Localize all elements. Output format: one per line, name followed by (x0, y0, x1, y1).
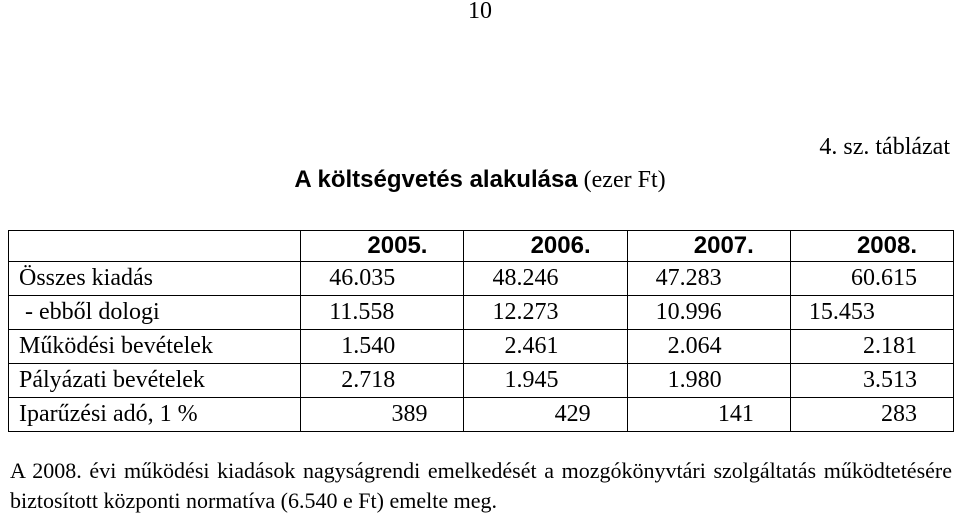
table-cell: 47.283 (627, 262, 790, 296)
table-cell: 283 (790, 398, 953, 432)
table-cell: 1.540 (301, 330, 464, 364)
table-row (9, 364, 954, 398)
table-title (0, 166, 960, 194)
row-label: Pályázati bevételek (9, 364, 301, 398)
table-reference: 4. sz. táblázat (819, 134, 950, 160)
row-label: Iparűzési adó, 1 % (9, 398, 301, 432)
row-label: Működési bevételek (9, 330, 301, 364)
table-row (9, 330, 954, 364)
row-label: - ebből dologi (9, 296, 301, 330)
row-label: Összes kiadás (9, 262, 301, 296)
table-cell: 1.980 (627, 364, 790, 398)
header-row (9, 231, 954, 262)
header-cell-empty (9, 231, 301, 262)
table-row (9, 262, 954, 296)
table-cell: 10.996 (627, 296, 790, 330)
table-cell: 2.064 (627, 330, 790, 364)
table-cell: 48.246 (464, 262, 627, 296)
table-cell: 141 (627, 398, 790, 432)
table-cell: 2.718 (301, 364, 464, 398)
table-cell: 429 (464, 398, 627, 432)
table-cell: 3.513 (790, 364, 953, 398)
header-cell-year: 2008. (790, 231, 953, 262)
table-cell: 46.035 (301, 262, 464, 296)
header-cell-year: 2005. (301, 231, 464, 262)
note-paragraph: A 2008. évi működési kiadások nagyságrendi emelkedését a mozgókönyvtári szolgáltatás működtetésére biztosított központi normatíva (6.540 e Ft) emelte meg. (10, 458, 952, 513)
header-cell-year: 2007. (627, 231, 790, 262)
table-row (9, 398, 954, 432)
table-cell: 389 (301, 398, 464, 432)
table-cell: 15.453 (790, 296, 953, 330)
table-row (9, 296, 954, 330)
table-title-main: A költségvetés alakulása (294, 166, 578, 193)
table-cell: 2.181 (790, 330, 953, 364)
header-cell-year: 2006. (464, 231, 627, 262)
page-number: 10 (468, 0, 492, 24)
table-cell: 1.945 (464, 364, 627, 398)
table-cell: 11.558 (301, 296, 464, 330)
table-cell: 60.615 (790, 262, 953, 296)
table-cell: 12.273 (464, 296, 627, 330)
budget-table (8, 230, 954, 432)
table-title-unit: (ezer Ft) (583, 167, 666, 193)
table-cell: 2.461 (464, 330, 627, 364)
